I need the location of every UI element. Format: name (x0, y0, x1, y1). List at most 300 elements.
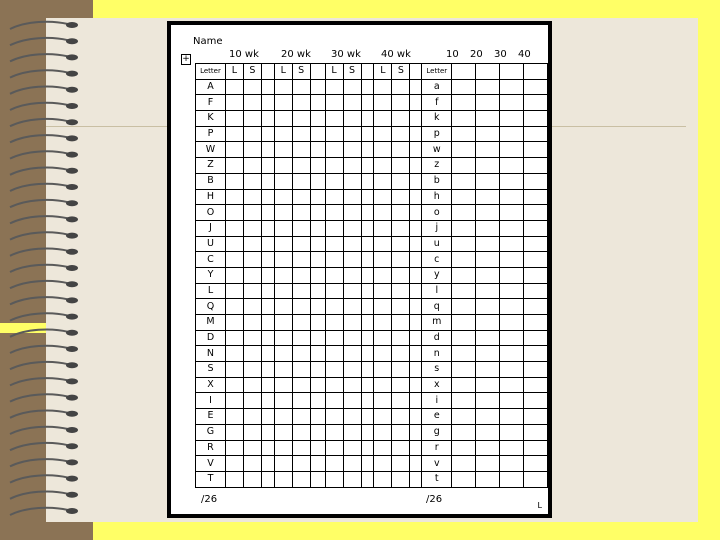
summary-cell[interactable] (476, 283, 500, 299)
score-cell[interactable] (325, 189, 343, 205)
score-cell[interactable] (243, 393, 261, 409)
score-cell[interactable] (225, 111, 243, 127)
score-cell[interactable] (292, 456, 310, 472)
score-cell[interactable] (410, 346, 422, 362)
summary-cell[interactable] (500, 471, 524, 487)
score-cell[interactable] (243, 220, 261, 236)
score-cell[interactable] (225, 142, 243, 158)
summary-cell[interactable] (476, 409, 500, 425)
score-cell[interactable] (361, 252, 374, 268)
score-cell[interactable] (243, 456, 261, 472)
score-cell[interactable] (225, 471, 243, 487)
score-cell[interactable] (274, 220, 292, 236)
score-cell[interactable] (225, 393, 243, 409)
score-cell[interactable] (343, 267, 361, 283)
score-cell[interactable] (392, 189, 410, 205)
score-cell[interactable] (310, 377, 325, 393)
summary-cell[interactable] (523, 424, 547, 440)
score-cell[interactable] (274, 236, 292, 252)
score-cell[interactable] (374, 471, 392, 487)
summary-cell[interactable] (476, 330, 500, 346)
score-cell[interactable] (361, 330, 374, 346)
score-cell[interactable] (225, 424, 243, 440)
score-cell[interactable] (325, 299, 343, 315)
score-cell[interactable] (310, 189, 325, 205)
score-cell[interactable] (325, 205, 343, 221)
summary-cell[interactable] (500, 409, 524, 425)
score-cell[interactable] (310, 111, 325, 127)
score-cell[interactable] (392, 252, 410, 268)
summary-cell[interactable] (452, 377, 476, 393)
score-cell[interactable] (274, 142, 292, 158)
score-cell[interactable] (325, 283, 343, 299)
score-cell[interactable] (225, 362, 243, 378)
score-cell[interactable] (392, 220, 410, 236)
summary-cell[interactable] (476, 236, 500, 252)
score-cell[interactable] (361, 267, 374, 283)
score-cell[interactable] (310, 456, 325, 472)
score-cell[interactable] (374, 315, 392, 331)
score-cell[interactable] (325, 362, 343, 378)
summary-cell[interactable] (452, 220, 476, 236)
score-cell[interactable] (325, 409, 343, 425)
score-cell[interactable] (392, 158, 410, 174)
score-cell[interactable] (343, 440, 361, 456)
score-cell[interactable] (310, 236, 325, 252)
score-cell[interactable] (274, 111, 292, 127)
summary-cell[interactable] (500, 158, 524, 174)
score-cell[interactable] (410, 283, 422, 299)
score-cell[interactable] (274, 205, 292, 221)
summary-cell[interactable] (476, 440, 500, 456)
score-cell[interactable] (225, 456, 243, 472)
summary-cell[interactable] (523, 267, 547, 283)
score-cell[interactable] (292, 189, 310, 205)
summary-cell[interactable] (476, 220, 500, 236)
score-cell[interactable] (392, 456, 410, 472)
score-cell[interactable] (392, 471, 410, 487)
score-cell[interactable] (243, 79, 261, 95)
score-cell[interactable] (343, 95, 361, 111)
score-cell[interactable] (343, 283, 361, 299)
score-cell[interactable] (292, 95, 310, 111)
summary-cell[interactable] (500, 252, 524, 268)
score-cell[interactable] (410, 142, 422, 158)
score-cell[interactable] (392, 424, 410, 440)
summary-cell[interactable] (523, 205, 547, 221)
summary-cell[interactable] (500, 283, 524, 299)
score-cell[interactable] (325, 393, 343, 409)
score-cell[interactable] (274, 456, 292, 472)
summary-cell[interactable] (476, 142, 500, 158)
score-cell[interactable] (225, 377, 243, 393)
score-cell[interactable] (410, 158, 422, 174)
score-cell[interactable] (374, 95, 392, 111)
summary-cell[interactable] (523, 362, 547, 378)
score-cell[interactable] (310, 362, 325, 378)
score-cell[interactable] (392, 126, 410, 142)
score-cell[interactable] (325, 236, 343, 252)
summary-cell[interactable] (476, 299, 500, 315)
summary-cell[interactable] (523, 173, 547, 189)
score-cell[interactable] (243, 471, 261, 487)
score-cell[interactable] (225, 205, 243, 221)
score-cell[interactable] (225, 252, 243, 268)
score-cell[interactable] (292, 346, 310, 362)
score-cell[interactable] (410, 299, 422, 315)
summary-cell[interactable] (452, 471, 476, 487)
score-cell[interactable] (261, 299, 274, 315)
score-cell[interactable] (225, 95, 243, 111)
summary-cell[interactable] (523, 456, 547, 472)
score-cell[interactable] (343, 236, 361, 252)
score-cell[interactable] (410, 111, 422, 127)
summary-cell[interactable] (452, 111, 476, 127)
score-cell[interactable] (243, 205, 261, 221)
score-cell[interactable] (410, 315, 422, 331)
score-cell[interactable] (261, 362, 274, 378)
score-cell[interactable] (361, 95, 374, 111)
score-cell[interactable] (261, 315, 274, 331)
score-cell[interactable] (261, 220, 274, 236)
summary-cell[interactable] (500, 440, 524, 456)
score-cell[interactable] (292, 409, 310, 425)
score-cell[interactable] (325, 173, 343, 189)
score-cell[interactable] (343, 456, 361, 472)
score-cell[interactable] (361, 456, 374, 472)
score-cell[interactable] (392, 111, 410, 127)
score-cell[interactable] (261, 471, 274, 487)
score-cell[interactable] (361, 393, 374, 409)
score-cell[interactable] (361, 111, 374, 127)
score-cell[interactable] (243, 267, 261, 283)
score-cell[interactable] (410, 205, 422, 221)
score-cell[interactable] (274, 158, 292, 174)
score-cell[interactable] (325, 158, 343, 174)
summary-cell[interactable] (523, 95, 547, 111)
score-cell[interactable] (361, 205, 374, 221)
score-cell[interactable] (310, 252, 325, 268)
score-cell[interactable] (361, 315, 374, 331)
score-cell[interactable] (292, 377, 310, 393)
score-cell[interactable] (410, 471, 422, 487)
score-cell[interactable] (261, 205, 274, 221)
score-cell[interactable] (343, 111, 361, 127)
score-cell[interactable] (410, 79, 422, 95)
score-cell[interactable] (243, 142, 261, 158)
summary-cell[interactable] (500, 267, 524, 283)
score-cell[interactable] (374, 409, 392, 425)
score-cell[interactable] (292, 142, 310, 158)
score-cell[interactable] (243, 158, 261, 174)
score-cell[interactable] (374, 330, 392, 346)
score-cell[interactable] (343, 409, 361, 425)
score-cell[interactable] (310, 205, 325, 221)
score-cell[interactable] (274, 283, 292, 299)
summary-cell[interactable] (476, 158, 500, 174)
score-cell[interactable] (392, 362, 410, 378)
score-cell[interactable] (243, 346, 261, 362)
score-cell[interactable] (310, 299, 325, 315)
score-cell[interactable] (392, 330, 410, 346)
summary-cell[interactable] (500, 362, 524, 378)
score-cell[interactable] (225, 440, 243, 456)
summary-cell[interactable] (500, 79, 524, 95)
score-cell[interactable] (361, 220, 374, 236)
score-cell[interactable] (243, 299, 261, 315)
score-cell[interactable] (343, 205, 361, 221)
score-cell[interactable] (292, 299, 310, 315)
summary-cell[interactable] (452, 236, 476, 252)
score-cell[interactable] (343, 393, 361, 409)
score-cell[interactable] (325, 142, 343, 158)
score-cell[interactable] (225, 189, 243, 205)
score-cell[interactable] (392, 205, 410, 221)
score-cell[interactable] (292, 283, 310, 299)
score-cell[interactable] (361, 299, 374, 315)
score-cell[interactable] (310, 424, 325, 440)
score-cell[interactable] (374, 205, 392, 221)
score-cell[interactable] (410, 440, 422, 456)
summary-cell[interactable] (452, 205, 476, 221)
score-cell[interactable] (410, 189, 422, 205)
score-cell[interactable] (310, 220, 325, 236)
summary-cell[interactable] (452, 126, 476, 142)
score-cell[interactable] (310, 79, 325, 95)
score-cell[interactable] (361, 142, 374, 158)
summary-cell[interactable] (452, 456, 476, 472)
score-cell[interactable] (361, 346, 374, 362)
summary-cell[interactable] (476, 393, 500, 409)
score-cell[interactable] (410, 126, 422, 142)
score-cell[interactable] (374, 142, 392, 158)
score-cell[interactable] (225, 299, 243, 315)
score-cell[interactable] (392, 377, 410, 393)
score-cell[interactable] (292, 393, 310, 409)
score-cell[interactable] (361, 236, 374, 252)
score-cell[interactable] (361, 362, 374, 378)
score-cell[interactable] (410, 330, 422, 346)
score-cell[interactable] (274, 95, 292, 111)
summary-cell[interactable] (523, 409, 547, 425)
summary-cell[interactable] (523, 79, 547, 95)
summary-cell[interactable] (500, 424, 524, 440)
summary-cell[interactable] (500, 330, 524, 346)
score-cell[interactable] (361, 440, 374, 456)
score-cell[interactable] (343, 424, 361, 440)
score-cell[interactable] (274, 299, 292, 315)
score-cell[interactable] (243, 252, 261, 268)
score-cell[interactable] (243, 111, 261, 127)
score-cell[interactable] (361, 158, 374, 174)
score-cell[interactable] (374, 79, 392, 95)
summary-cell[interactable] (452, 346, 476, 362)
score-cell[interactable] (361, 471, 374, 487)
score-cell[interactable] (325, 111, 343, 127)
summary-cell[interactable] (476, 424, 500, 440)
summary-cell[interactable] (476, 267, 500, 283)
score-cell[interactable] (410, 424, 422, 440)
score-cell[interactable] (292, 252, 310, 268)
score-cell[interactable] (274, 424, 292, 440)
score-cell[interactable] (374, 252, 392, 268)
summary-cell[interactable] (523, 189, 547, 205)
summary-cell[interactable] (500, 377, 524, 393)
summary-cell[interactable] (523, 252, 547, 268)
summary-cell[interactable] (500, 456, 524, 472)
score-cell[interactable] (274, 409, 292, 425)
summary-cell[interactable] (452, 158, 476, 174)
score-cell[interactable] (310, 142, 325, 158)
score-cell[interactable] (392, 409, 410, 425)
score-cell[interactable] (410, 393, 422, 409)
score-cell[interactable] (274, 173, 292, 189)
summary-cell[interactable] (523, 142, 547, 158)
summary-cell[interactable] (476, 79, 500, 95)
summary-cell[interactable] (476, 315, 500, 331)
score-cell[interactable] (374, 299, 392, 315)
score-cell[interactable] (325, 377, 343, 393)
score-cell[interactable] (374, 173, 392, 189)
score-cell[interactable] (361, 173, 374, 189)
score-cell[interactable] (292, 205, 310, 221)
score-cell[interactable] (274, 471, 292, 487)
summary-cell[interactable] (523, 440, 547, 456)
score-cell[interactable] (392, 236, 410, 252)
score-cell[interactable] (325, 424, 343, 440)
score-cell[interactable] (310, 409, 325, 425)
summary-cell[interactable] (500, 315, 524, 331)
score-cell[interactable] (292, 126, 310, 142)
summary-cell[interactable] (476, 205, 500, 221)
score-cell[interactable] (392, 267, 410, 283)
score-cell[interactable] (392, 283, 410, 299)
score-cell[interactable] (261, 126, 274, 142)
score-cell[interactable] (274, 189, 292, 205)
score-cell[interactable] (325, 267, 343, 283)
score-cell[interactable] (225, 330, 243, 346)
summary-cell[interactable] (500, 111, 524, 127)
score-cell[interactable] (374, 362, 392, 378)
score-cell[interactable] (261, 142, 274, 158)
summary-cell[interactable] (452, 424, 476, 440)
score-cell[interactable] (361, 409, 374, 425)
score-cell[interactable] (361, 424, 374, 440)
score-cell[interactable] (310, 158, 325, 174)
summary-cell[interactable] (452, 283, 476, 299)
score-cell[interactable] (225, 267, 243, 283)
score-cell[interactable] (243, 424, 261, 440)
score-cell[interactable] (243, 126, 261, 142)
score-cell[interactable] (325, 79, 343, 95)
summary-cell[interactable] (476, 346, 500, 362)
score-cell[interactable] (274, 393, 292, 409)
score-cell[interactable] (292, 158, 310, 174)
score-cell[interactable] (392, 142, 410, 158)
score-cell[interactable] (261, 440, 274, 456)
summary-cell[interactable] (476, 252, 500, 268)
score-cell[interactable] (374, 111, 392, 127)
score-cell[interactable] (261, 158, 274, 174)
summary-cell[interactable] (452, 299, 476, 315)
score-cell[interactable] (243, 440, 261, 456)
score-cell[interactable] (243, 189, 261, 205)
score-cell[interactable] (292, 440, 310, 456)
score-cell[interactable] (392, 79, 410, 95)
summary-cell[interactable] (523, 377, 547, 393)
score-cell[interactable] (243, 173, 261, 189)
score-cell[interactable] (225, 173, 243, 189)
score-cell[interactable] (410, 409, 422, 425)
summary-cell[interactable] (523, 315, 547, 331)
score-cell[interactable] (292, 220, 310, 236)
summary-cell[interactable] (523, 346, 547, 362)
score-cell[interactable] (374, 267, 392, 283)
score-cell[interactable] (410, 220, 422, 236)
summary-cell[interactable] (452, 267, 476, 283)
score-cell[interactable] (361, 79, 374, 95)
score-cell[interactable] (374, 283, 392, 299)
score-cell[interactable] (392, 346, 410, 362)
score-cell[interactable] (310, 173, 325, 189)
score-cell[interactable] (374, 189, 392, 205)
summary-cell[interactable] (476, 189, 500, 205)
score-cell[interactable] (343, 126, 361, 142)
score-cell[interactable] (343, 315, 361, 331)
summary-cell[interactable] (523, 126, 547, 142)
score-cell[interactable] (374, 236, 392, 252)
summary-cell[interactable] (476, 173, 500, 189)
score-cell[interactable] (292, 471, 310, 487)
summary-cell[interactable] (500, 126, 524, 142)
summary-cell[interactable] (500, 173, 524, 189)
score-cell[interactable] (410, 236, 422, 252)
score-cell[interactable] (243, 283, 261, 299)
score-cell[interactable] (261, 252, 274, 268)
score-cell[interactable] (310, 471, 325, 487)
summary-cell[interactable] (452, 330, 476, 346)
score-cell[interactable] (310, 346, 325, 362)
score-cell[interactable] (410, 456, 422, 472)
score-cell[interactable] (343, 377, 361, 393)
score-cell[interactable] (274, 79, 292, 95)
score-cell[interactable] (374, 158, 392, 174)
summary-cell[interactable] (523, 471, 547, 487)
score-cell[interactable] (374, 346, 392, 362)
score-cell[interactable] (292, 362, 310, 378)
score-cell[interactable] (274, 315, 292, 331)
summary-cell[interactable] (476, 456, 500, 472)
score-cell[interactable] (274, 126, 292, 142)
score-cell[interactable] (361, 126, 374, 142)
score-cell[interactable] (392, 440, 410, 456)
score-cell[interactable] (310, 315, 325, 331)
summary-cell[interactable] (523, 158, 547, 174)
score-cell[interactable] (243, 362, 261, 378)
score-cell[interactable] (261, 346, 274, 362)
score-cell[interactable] (274, 346, 292, 362)
summary-cell[interactable] (476, 471, 500, 487)
score-cell[interactable] (374, 456, 392, 472)
score-cell[interactable] (392, 299, 410, 315)
summary-cell[interactable] (452, 142, 476, 158)
summary-cell[interactable] (476, 95, 500, 111)
score-cell[interactable] (225, 220, 243, 236)
summary-cell[interactable] (476, 377, 500, 393)
score-cell[interactable] (343, 330, 361, 346)
score-cell[interactable] (243, 315, 261, 331)
score-cell[interactable] (243, 409, 261, 425)
